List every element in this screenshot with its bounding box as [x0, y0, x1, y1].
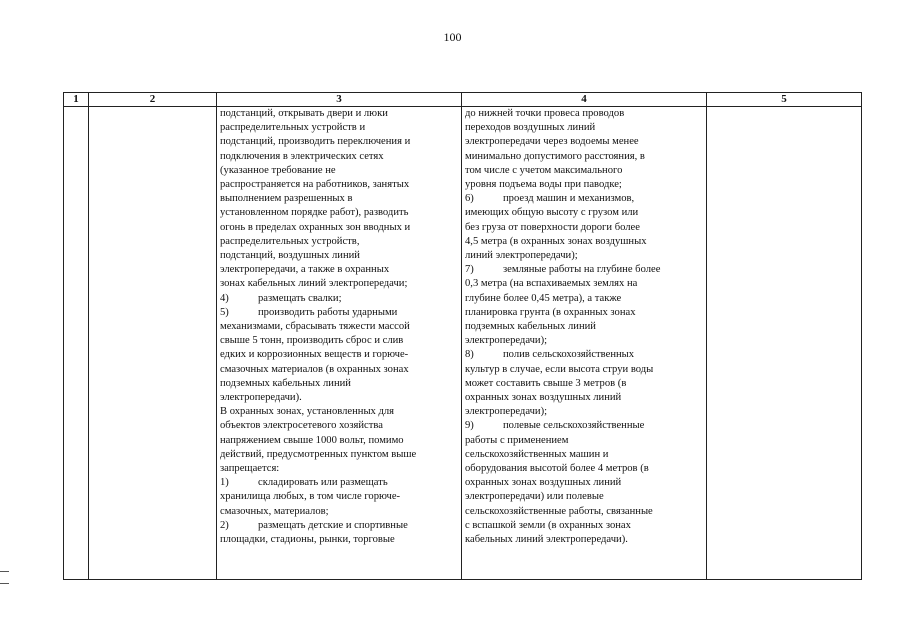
table-header-row — [64, 93, 862, 107]
text-line: переходов воздушных линий — [465, 122, 596, 134]
text-line: действий, предусмотренных пунктом выше — [220, 448, 417, 460]
text-line: работы с применением — [465, 434, 569, 446]
text-line: подземных кабельных линий — [465, 321, 596, 333]
text-line: распределительных устройств, — [220, 235, 360, 247]
list-item-text: размещать детские и спортивные — [258, 519, 408, 531]
column-header-5: 5 — [707, 93, 862, 107]
text-line: подземных кабельных линий — [220, 377, 351, 389]
text-line: подстанций, воздушных линий — [220, 250, 360, 262]
col-3-text — [220, 107, 458, 547]
cell-col-5 — [707, 107, 862, 580]
text-line — [220, 519, 458, 533]
column-header-4: 4 — [462, 93, 707, 107]
text-line: В охранных зонах, установленных для — [220, 406, 395, 418]
text-line: едких и коррозионных веществ и горюче- — [220, 349, 409, 361]
text-line: запрещается: — [220, 463, 280, 475]
text-line: механизмами, сбрасывать тяжести массой — [220, 321, 410, 333]
text-line: (указанное требование не — [220, 164, 336, 176]
list-item-text: полив сельскохозяйственных — [503, 349, 635, 361]
text-line: электропередачи) или полевые — [465, 491, 604, 503]
text-line: смазочных материалов (в охранных зонах — [220, 363, 409, 375]
text-line: минимально допустимого расстояния, в — [465, 150, 645, 162]
text-line: электропередачи через водоемы менее — [465, 136, 639, 148]
text-line: смазочных, материалов; — [220, 505, 329, 517]
text-line: подключения в электрических сетях — [220, 150, 384, 162]
list-item-number: 1) — [220, 477, 229, 489]
text-line: без груза от поверхности дороги более — [465, 221, 640, 233]
text-line: подстанций, открывать двери и люки — [220, 108, 388, 119]
col-4-text — [465, 107, 703, 547]
text-line: планировка грунта (в охранных зонах — [465, 306, 636, 318]
text-line: свыше 5 тонн, производить сброс и слив — [220, 335, 404, 347]
list-item-text: полевые сельскохозяйственные — [503, 420, 645, 432]
cell-col-1 — [64, 107, 89, 580]
list-item-number: 2) — [220, 519, 229, 531]
list-item-number: 6) — [465, 193, 474, 205]
text-line: глубине более 0,45 метра), а также — [465, 292, 622, 304]
text-line: 4,5 метра (в охранных зонах воздушных — [465, 235, 647, 247]
text-line: объектов электросетевого хозяйства — [220, 420, 383, 432]
text-line: распределительных устройств и — [220, 122, 366, 134]
text-line: электропередачи). — [220, 392, 302, 404]
text-line: оборудования высотой более 4 метров (в — [465, 463, 649, 475]
text-line: зонах кабельных линий электропередачи; — [220, 278, 408, 290]
list-item-number: 9) — [465, 420, 474, 432]
text-line: площадки, стадионы, рынки, торговые — [220, 534, 395, 546]
text-line: хранилища любых, в том числе горюче- — [220, 491, 401, 503]
page-number: 100 — [443, 30, 462, 44]
text-line: огонь в пределах охранных зон вводных и — [220, 221, 411, 233]
text-line: подстанций, производить переключения и — [220, 136, 411, 148]
text-line: имеющих общую высоту с грузом или — [465, 207, 639, 219]
list-item-text: складировать или размещать — [258, 477, 388, 489]
text-line: охранных зонах воздушных линий — [465, 392, 622, 404]
text-line — [465, 263, 703, 277]
list-item-text: проезд машин и механизмов, — [503, 193, 635, 205]
edge-mark — [0, 571, 9, 572]
text-line: электропередачи); — [465, 335, 548, 347]
list-item-number: 8) — [465, 349, 474, 361]
text-line: культур в случае, если высота струи воды — [465, 363, 654, 375]
text-line — [220, 476, 458, 490]
cell-col-3 — [217, 107, 462, 580]
text-line — [465, 419, 703, 433]
list-item-number: 4) — [220, 292, 229, 304]
text-line: уровня подъема воды при паводке; — [465, 179, 622, 191]
column-header-1: 1 — [64, 93, 89, 107]
edge-mark — [0, 583, 9, 584]
list-item-text: размещать свалки; — [258, 292, 342, 304]
text-line: сельскохозяйственных машин и — [465, 448, 609, 460]
cell-col-4 — [462, 107, 707, 580]
text-line: охранных зонах воздушных линий — [465, 477, 622, 489]
text-line: с вспашкой земли (в охранных зонах — [465, 519, 631, 531]
text-line — [465, 192, 703, 206]
text-line: установленном порядке работ), разводить — [220, 207, 409, 219]
column-header-3: 3 — [217, 93, 462, 107]
text-line: электропередачи); — [465, 406, 548, 418]
text-line: до нижней точки провеса проводов — [465, 108, 625, 119]
text-line: 0,3 метра (на вспахиваемых землях на — [465, 278, 638, 290]
text-line: том числе с учетом максимального — [465, 164, 623, 176]
text-line — [220, 292, 458, 306]
text-line: линий электропередачи); — [465, 250, 578, 262]
document-table — [63, 92, 862, 580]
list-item-number: 7) — [465, 264, 474, 276]
list-item-text: производить работы ударными — [258, 306, 398, 318]
text-line — [220, 306, 458, 320]
text-line: кабельных линий электропередачи). — [465, 534, 628, 546]
text-line: электропередачи, а также в охранных — [220, 264, 390, 276]
list-item-number: 5) — [220, 306, 229, 318]
list-item-text: земляные работы на глубине более — [503, 264, 661, 276]
table-row — [64, 107, 862, 580]
text-line — [465, 348, 703, 362]
text-line: распространяется на работников, занятых — [220, 179, 410, 191]
text-line: может составить свыше 3 метров (в — [465, 377, 627, 389]
text-line: выполнением разрешенных в — [220, 193, 353, 205]
cell-col-2 — [89, 107, 217, 580]
text-line: напряжением свыше 1000 вольт, помимо — [220, 434, 404, 446]
column-header-2: 2 — [89, 93, 217, 107]
text-line: сельскохозяйственные работы, связанные — [465, 505, 653, 517]
